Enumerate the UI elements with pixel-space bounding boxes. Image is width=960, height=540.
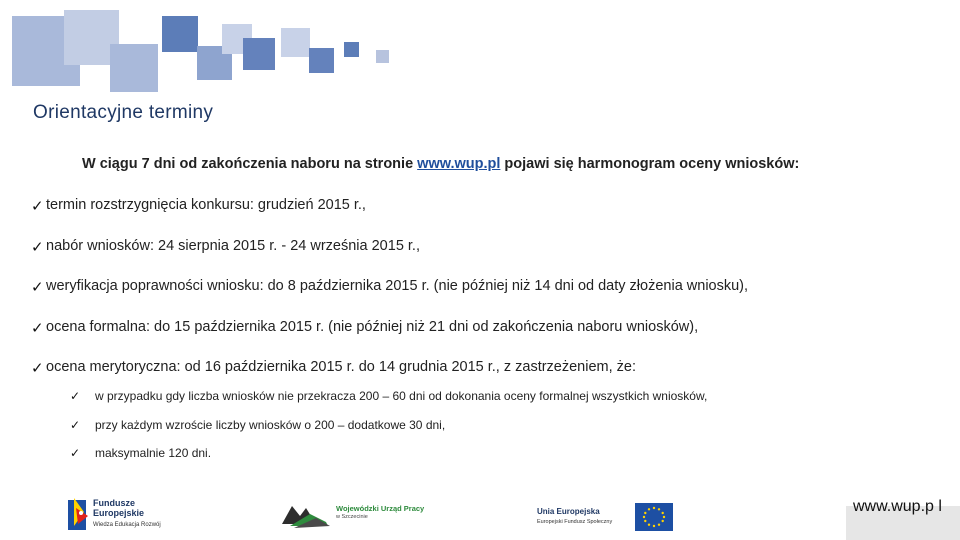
deco-square	[110, 44, 158, 92]
fundusze-europejskie-logo	[66, 494, 186, 534]
condition-list	[70, 389, 890, 475]
list-item	[31, 319, 911, 360]
list-item-text: ocena formalna: do 15 października 2015 r. (nie później niż 21 dni od zakończenia naboru wniosków),	[46, 318, 699, 335]
sub-list-item-text: przy każdym wzroście liczby wniosków o 200 – dodatkowe 30 dni,	[95, 417, 446, 432]
sub-list-item	[70, 446, 890, 475]
wup-emblem-icon	[280, 500, 332, 530]
list-item	[31, 278, 911, 319]
fe-line3: Wiedza Edukacja Rozwój	[93, 522, 161, 528]
eu-line2: Europejski Fundusz Społeczny	[537, 519, 613, 525]
check-icon: ✓	[70, 446, 81, 460]
check-icon: ✓	[31, 360, 44, 377]
sub-list-item-text: w przypadku gdy liczba wniosków nie przekracza 200 – 60 dni od dokonania oceny formalnej wszystkich wniosków,	[95, 389, 708, 403]
deco-square	[376, 50, 389, 63]
footer-url[interactable]: www.wup.p l	[853, 498, 942, 515]
sub-list-item-text: maksymalnie 120 dni.	[95, 446, 212, 460]
eu-logo	[537, 502, 677, 532]
sub-list-item	[70, 418, 890, 447]
list-item-text: weryfikacja poprawności wniosku: do 8 października 2015 r. (nie później niż 14 dni od daty złożenia wniosku),	[46, 278, 749, 294]
intro-after: pojawi się harmonogram oceny wniosków:	[500, 156, 800, 172]
wup-line1: Wojewódzki Urząd Pracy	[336, 504, 425, 513]
deco-square	[243, 38, 275, 70]
check-icon: ✓	[31, 238, 44, 256]
eu-line1: Unia Europejska	[537, 507, 600, 516]
check-icon: ✓	[31, 319, 44, 337]
wup-line2: w Szczecinie	[336, 514, 368, 520]
schedule-list	[31, 197, 911, 400]
intro-text	[82, 156, 882, 172]
check-icon: ✓	[31, 279, 44, 296]
eu-flag-icon	[635, 503, 673, 531]
list-item-text: ocena merytoryczna: od 16 października 2015 r. do 14 grudnia 2015 r., z zastrzeżeniem, że:	[46, 359, 637, 375]
wup-logo	[280, 500, 440, 530]
sub-list-item	[70, 389, 890, 418]
deco-square	[281, 28, 310, 57]
check-icon: ✓	[31, 198, 44, 215]
deco-square	[344, 42, 359, 57]
intro-before: W ciągu 7 dni od zakończenia naboru na stronie	[82, 156, 418, 172]
list-item-text: nabór wniosków: 24 sierpnia 2015 r. - 24 września 2015 r.,	[46, 237, 420, 254]
deco-square	[162, 16, 198, 52]
fe-line1: Fundusze	[93, 498, 135, 508]
wup-link[interactable]: www.wup.pl	[417, 156, 501, 172]
fe-line2: Europejskie	[93, 508, 145, 518]
check-icon: ✓	[70, 389, 81, 403]
list-item	[31, 197, 911, 238]
deco-square	[309, 48, 334, 73]
list-item	[31, 238, 911, 279]
list-item-text: termin rozstrzygnięcia konkursu: grudzień 2015 r.,	[46, 197, 366, 213]
slide-title: Orientacyjne terminy	[33, 102, 214, 123]
check-icon: ✓	[70, 417, 81, 432]
